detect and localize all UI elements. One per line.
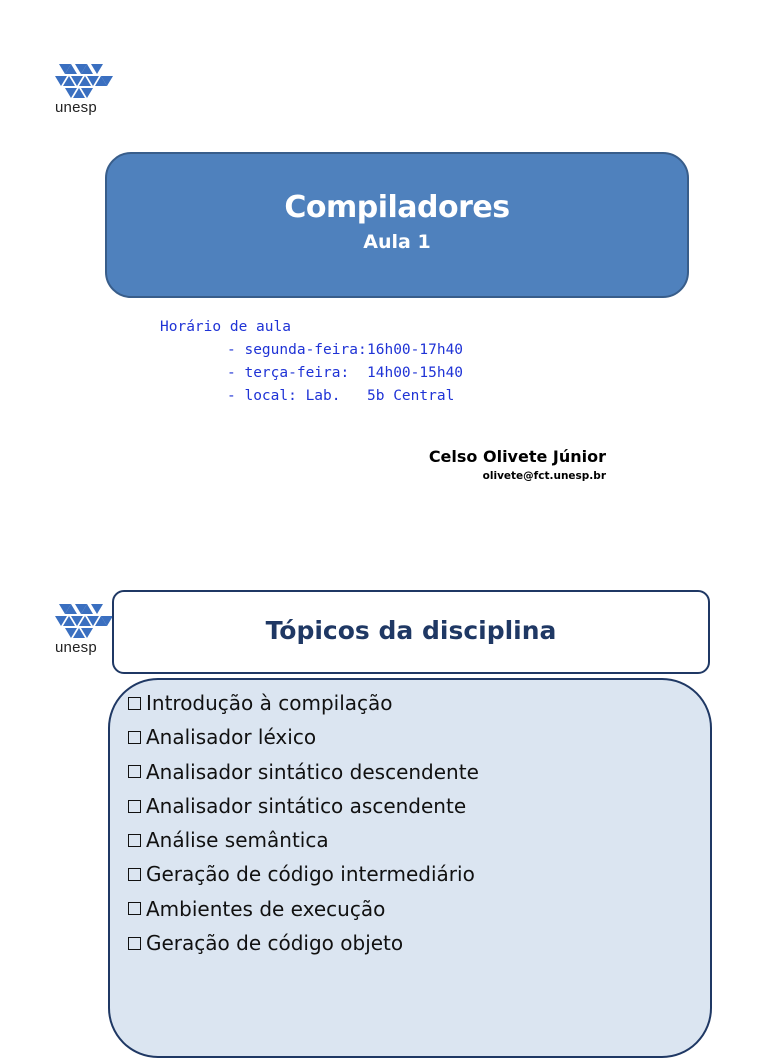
checkbox-icon: [128, 834, 141, 847]
slide-subtitle: Aula 1: [363, 231, 431, 253]
list-item: Analisador sintático descendente: [128, 755, 710, 789]
list-item: Análise semântica: [128, 823, 710, 857]
checkbox-icon: [128, 937, 141, 950]
list-item: Introdução à compilação: [128, 686, 710, 720]
slide-2: [0, 570, 768, 1024]
topics-list: [110, 680, 710, 960]
checkbox-icon: [128, 902, 141, 915]
checkbox-icon: [128, 868, 141, 881]
schedule-heading: Horário de aula: [160, 319, 291, 335]
title-box: [105, 152, 689, 298]
list-item: Analisador sintático ascendente: [128, 789, 710, 823]
checkbox-icon: [128, 765, 141, 778]
checkbox-icon: [128, 800, 141, 813]
unesp-logo-icon: [55, 64, 113, 98]
topics-title: Tópicos da disciplina: [265, 616, 557, 645]
slide-title: Compiladores: [284, 190, 510, 225]
topics-panel: [108, 678, 712, 1058]
author-email: olivete@fct.unesp.br: [482, 470, 606, 482]
unesp-logo-icon: [55, 604, 113, 638]
checkbox-icon: [128, 697, 141, 710]
checkbox-icon: [128, 731, 141, 744]
topics-header: [112, 590, 710, 674]
logo-text: unesp: [55, 639, 97, 656]
list-item: Ambientes de execução: [128, 892, 710, 926]
author-block: [429, 447, 606, 482]
schedule-row: - local: Lab. 5b Central: [227, 388, 455, 404]
schedule-row: - segunda-feira:16h00-17h40: [227, 342, 464, 358]
class-schedule: [160, 316, 463, 408]
list-item: Geração de código objeto: [128, 926, 710, 960]
list-item: Analisador léxico: [128, 720, 710, 754]
unesp-logo: [55, 64, 125, 116]
logo-text: unesp: [55, 99, 97, 116]
list-item: Geração de código intermediário: [128, 857, 710, 891]
author-name: Celso Olivete Júnior: [428, 447, 606, 466]
schedule-row: - terça-feira: 14h00-15h40: [227, 365, 464, 381]
